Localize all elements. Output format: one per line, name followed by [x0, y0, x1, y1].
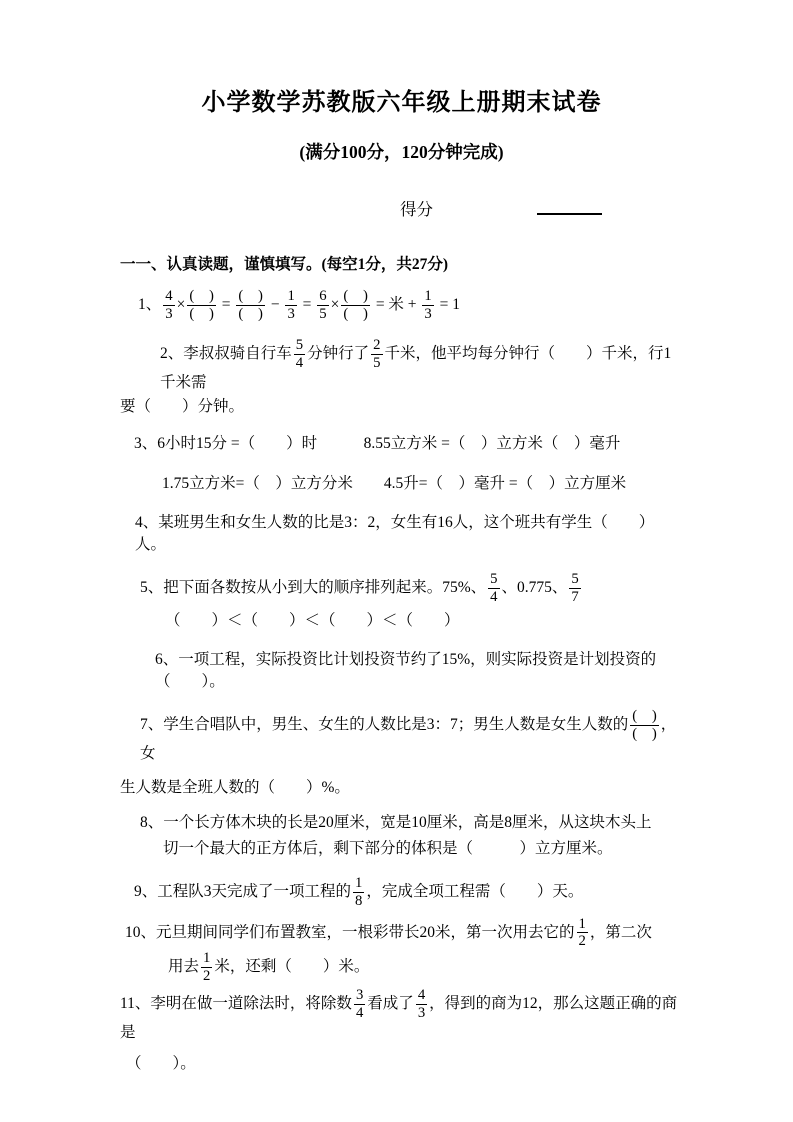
- question-9-line-1: [120, 875, 683, 910]
- fraction-denominator: 4: [355, 1005, 364, 1022]
- question-5-line-2: [120, 610, 683, 632]
- fraction: [354, 987, 365, 1022]
- fraction: [236, 288, 265, 323]
- text-run: 千米，他平均每分钟行（ ）千米，行1千米需: [160, 345, 672, 391]
- text-run: ，得到的商为12，那么这题正确的商是: [120, 995, 678, 1042]
- text-run: 分钟行了: [307, 345, 370, 363]
- text-run: 5、把下面各数按从小到大的顺序排列起来。75%、: [140, 578, 487, 596]
- fraction: [187, 288, 216, 323]
- text-run: = 1: [435, 296, 461, 314]
- questions: [120, 288, 683, 1075]
- text-run: 6、一项工程，实际投资比计划投资节约了15%，则实际投资是计划投资的（ ）。: [155, 651, 657, 691]
- question-10-line-1: [120, 916, 683, 951]
- fraction-numerator: 4: [417, 987, 426, 1004]
- fraction-denominator: 5: [373, 354, 381, 371]
- text-run: （ ）。: [126, 1054, 196, 1072]
- fraction-denominator: 3: [287, 306, 295, 323]
- text-run: =: [217, 296, 235, 314]
- fraction-denominator: 7: [571, 588, 579, 605]
- question-2-line-2: [120, 396, 683, 418]
- text-run: 2、李叔叔骑自行车: [160, 345, 292, 363]
- fraction-numerator: 5: [295, 337, 304, 354]
- text-run: 8、一个长方体木块的长是20厘米，宽是10厘米，高是8厘米，从这块木头上: [140, 813, 652, 831]
- question-11-line-1: [120, 987, 683, 1044]
- fraction-numerator: ( ): [632, 707, 657, 724]
- fraction: [201, 950, 212, 985]
- text-run: 3、6小时15分 =（ ）时 8.55立方米 =（ ）立方米（ ）毫升: [134, 434, 621, 452]
- fraction: [422, 288, 433, 323]
- question-8-line-2: [120, 838, 683, 860]
- text-run: = 米 +: [371, 296, 421, 314]
- fraction: [285, 288, 296, 323]
- text-run: 看成了: [367, 995, 414, 1013]
- page-title: 小学数学苏教版六年级上册期末试卷: [201, 90, 602, 116]
- question-10-line-2: [120, 950, 683, 985]
- fraction: [488, 571, 499, 606]
- page-subtitle: (满分100分，120分钟完成): [299, 142, 504, 163]
- text-run: 1.75立方米=（ ）立方分米 4.5升=（ ）毫升 =（ ）立方厘米: [162, 475, 627, 493]
- fraction: [577, 916, 588, 951]
- question-2-line-1: [120, 337, 683, 394]
- fraction-denominator: 5: [319, 306, 327, 323]
- text-run: 用去: [168, 958, 200, 976]
- fraction-numerator: ( ): [238, 288, 263, 305]
- text-run: −: [266, 296, 284, 314]
- question-3-line-2: [120, 473, 683, 495]
- fraction-denominator: 3: [424, 306, 432, 323]
- text-run: =: [298, 296, 316, 314]
- fraction-numerator: 1: [203, 950, 211, 967]
- fraction-denominator: 4: [295, 354, 304, 371]
- question-6-line-1: [120, 649, 683, 694]
- fraction: [353, 875, 364, 910]
- fraction-denominator: ( ): [238, 306, 263, 323]
- fraction-numerator: 2: [373, 337, 381, 354]
- text-run: 切一个最大的正方体后，剩下部分的体积是（ ）立方厘米。: [163, 840, 613, 858]
- fraction-numerator: 1: [287, 288, 295, 305]
- question-4-line-1: [120, 512, 683, 557]
- fraction-numerator: 5: [571, 570, 579, 587]
- question-11-line-2: [120, 1053, 683, 1075]
- question-8-line-1: [120, 812, 683, 834]
- fraction-numerator: 1: [578, 915, 586, 932]
- fraction: [416, 987, 427, 1022]
- fraction-numerator: 3: [355, 987, 364, 1004]
- fraction-denominator: ( ): [632, 725, 657, 742]
- fraction-numerator: 5: [490, 570, 498, 587]
- text-run: 10、元旦期间同学们布置教室，一根彩带长20米，第一次用去它的: [125, 923, 575, 941]
- fraction: [294, 337, 305, 372]
- text-run: 生人数是全班人数的（ ）%。: [120, 779, 350, 797]
- fraction: [317, 288, 328, 323]
- fraction-numerator: ( ): [343, 288, 368, 305]
- fraction-numerator: ( ): [189, 288, 214, 305]
- fraction-denominator: 4: [490, 588, 498, 605]
- score-row: [120, 196, 683, 222]
- text-run: ，第二次: [589, 923, 652, 941]
- text-run: ×: [330, 296, 340, 314]
- text-run: （ ）＜（ ）＜（ ）＜（ ）: [165, 611, 460, 629]
- fraction: [569, 571, 580, 606]
- question-7-line-1: [120, 708, 683, 765]
- fraction-denominator: 3: [165, 306, 173, 323]
- text-run: 要（ ）分钟。: [120, 398, 245, 416]
- text-run: 9、工程队3天完成了一项工程的: [134, 882, 352, 900]
- fraction: [341, 288, 370, 323]
- text-run: 11、李明在做一道除法时，将除数: [120, 995, 352, 1013]
- fraction-denominator: 8: [355, 892, 363, 909]
- text-run: ，完成全项工程需（ ）天。: [366, 882, 584, 900]
- fraction: [371, 337, 382, 372]
- score-blank-line: [537, 201, 602, 215]
- fraction-numerator: 1: [424, 288, 432, 305]
- fraction: [163, 288, 174, 323]
- question-3-line-1: [120, 433, 683, 455]
- text-run: 、0.775、: [501, 578, 568, 596]
- text-run: ，女: [140, 715, 677, 762]
- text-run: 7、学生合唱队中，男生、女生的人数比是3：7；男生人数是女生人数的: [140, 715, 629, 733]
- fraction-numerator: 4: [165, 288, 173, 305]
- fraction-denominator: ( ): [343, 306, 368, 323]
- score-label: 得分: [400, 200, 433, 220]
- fraction-numerator: 1: [355, 874, 363, 891]
- text-run: 米，还剩（ ）米。: [214, 958, 370, 976]
- text-run: 1、: [138, 296, 162, 314]
- question-7-line-2: [120, 777, 683, 799]
- question-1-line-1: [120, 288, 683, 323]
- fraction-numerator: 6: [319, 288, 327, 305]
- text-run: ×: [176, 296, 186, 314]
- fraction-denominator: ( ): [189, 306, 214, 323]
- fraction-denominator: 2: [578, 933, 586, 950]
- question-5-line-1: [120, 571, 683, 606]
- fraction: [630, 708, 659, 743]
- text-run: 4、某班男生和女生人数的比是3：2，女生有16人，这个班共有学生（ ）人。: [135, 513, 655, 554]
- fraction-denominator: 3: [417, 1005, 426, 1022]
- section-heading: 一一、认真读题，谨慎填写。(每空1分，共27分): [120, 256, 449, 274]
- fraction-denominator: 2: [203, 968, 211, 985]
